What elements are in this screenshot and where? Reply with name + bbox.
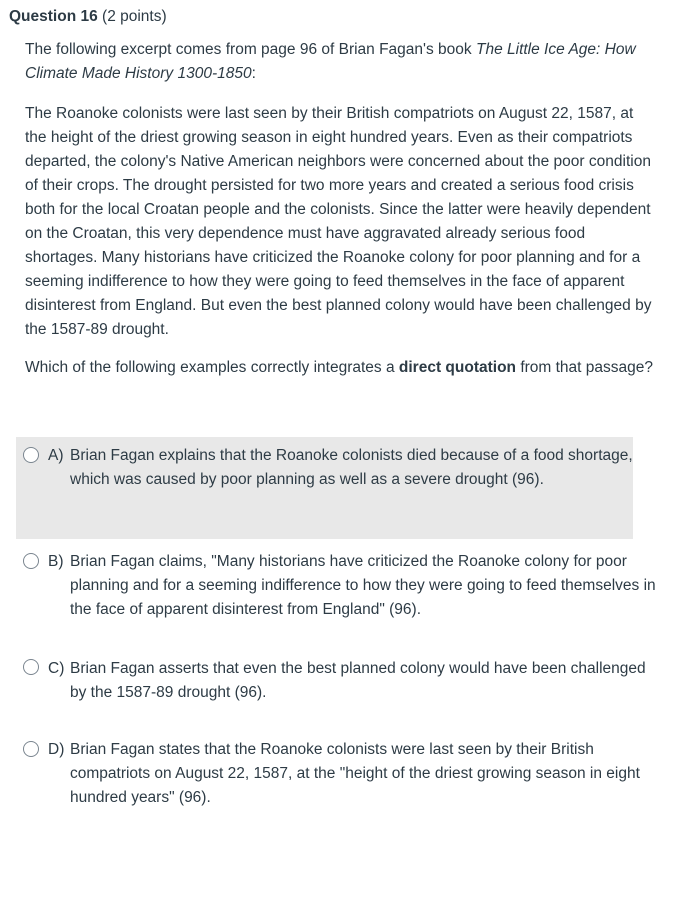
answer-label-d: Brian Fagan states that the Roanoke colonists were last seen by their British compatriots on August 22, 1587, at the "height of the driest growing season in eight hundred years" (96). [70,741,640,806]
answer-letter-a: A) [48,447,64,464]
answer-label-a: Brian Fagan explains that the Roanoke colonists died because of a food shortage, which was caused by poor planning as well as a severe drought (96). [70,447,633,488]
answer-text-a [48,444,640,492]
prompt-end: from that passage? [516,359,654,376]
answer-option-c[interactable] [16,651,646,711]
question-points: (2 points) [102,8,167,25]
prompt-text: Which of the following examples correctly integrates a [25,359,399,376]
answer-letter-c: C) [48,660,65,677]
answer-text-b [48,550,660,622]
radio-button-a[interactable] [23,447,39,463]
answer-option-a[interactable] [16,437,633,539]
question-prompt [25,356,655,380]
answer-text-c [48,657,660,705]
prompt-emphasis: direct quotation [398,359,517,376]
radio-button-b[interactable] [23,553,39,569]
answer-option-b[interactable] [16,545,656,629]
answer-letter-b: B) [48,553,64,570]
book-title: The Little Ice Age: How Climate Made History 1300-1850 [25,41,636,82]
radio-button-d[interactable] [23,741,39,757]
question-intro [25,38,655,86]
answer-letter-d: D) [48,741,65,758]
answer-label-c: Brian Fagan asserts that even the best planned colony would have been challenged by the 1587-89 drought (96). [70,660,646,701]
answer-label-b: Brian Fagan claims, "Many historians have criticized the Roanoke colony for poor planning and for a seeming indifference to how they were going to feed themselves in the face of apparent disinterest from England" (96). [70,553,656,618]
excerpt-passage: The Roanoke colonists were last seen by their British compatriots on August 22, 1587, at the height of the driest growing season in eight hundred years. Even as their compatriots departed, the colony's Native American neighbors were concerned about the poor condition of their crops. The drought persisted for two more years and created a serious food crisis both for the local Croatan people and the colonists. Since the latter were heavily dependent on the Croatan, this very dependence must have aggravated already serious food shortages. Many historians have criticized the Roanoke colony for poor planning and for a seeming indifference to how they were going to feed themselves in the face of apparent disinterest from England. But even the best planned colony would have been challenged by the 1587-89 drought. [25,105,652,338]
radio-button-c[interactable] [23,659,39,675]
intro-text: The following excerpt comes from page 96 of Brian Fagan's book [25,41,476,58]
answer-text-d [48,738,665,810]
question-title: Question 16 [9,8,98,25]
answer-option-d[interactable] [16,733,640,817]
question-header [9,8,167,26]
intro-end: : [251,65,256,82]
